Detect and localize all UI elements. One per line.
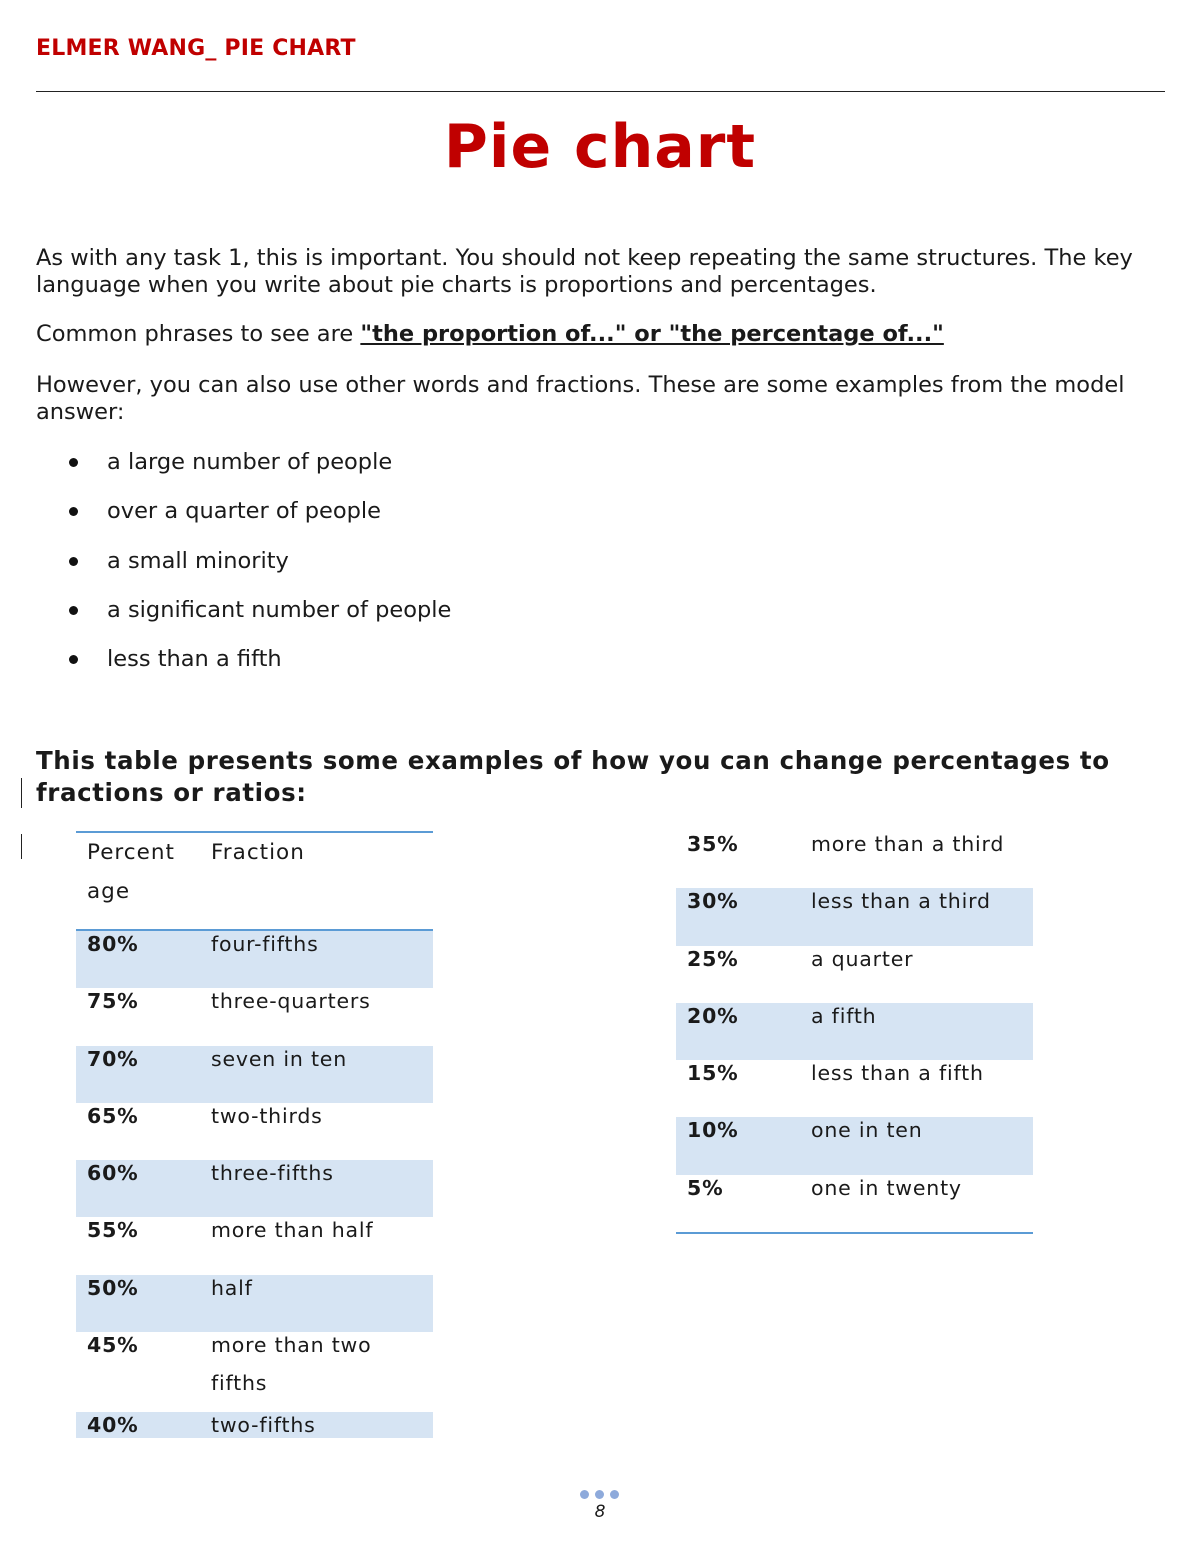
table-row [676,831,1033,888]
fraction-cell: one in ten [811,1118,923,1143]
fraction-cell: a quarter [811,946,914,971]
fraction-cell: two-fifths [211,1413,316,1438]
fraction-cell: seven in ten [211,1046,347,1071]
list-item [36,595,451,644]
list-item [36,546,451,595]
fraction-cell: more than a third [811,832,1005,856]
table-row [76,1217,433,1274]
list-item [36,644,451,693]
bullet-icon [69,557,78,566]
list-item-text: a significant number of people [107,596,452,623]
list-item-text: a large number of people [107,449,393,475]
bullet-icon [69,507,78,516]
example-phrases-list [36,447,451,693]
table-row [676,888,1033,945]
table-row [76,1046,433,1103]
other-words-paragraph: However, you can also use other words and fractions. These are some examples from the model answer: [36,372,1125,425]
fraction-cell: two-thirds [211,1103,323,1128]
header-divider [36,91,1165,92]
table-row [676,1175,1033,1232]
page-title: Pie chart [443,112,757,182]
fraction-cell: more than half [211,1218,374,1243]
fraction-cell: more than two fifths [211,1333,372,1396]
page-number: 8 [594,1502,606,1522]
table-header-row [76,833,433,929]
table-row [76,1275,433,1332]
list-item-text: less than a fifth [107,646,282,673]
text-cursor-mark [21,778,22,808]
fraction-cell: less than a third [811,889,991,914]
fraction-cell: three-fifths [211,1161,334,1186]
percentage-table-right [676,831,1033,1234]
percentage-cell: 25% [687,946,739,971]
table-row [76,931,433,988]
table-row [676,1003,1033,1060]
percentage-table-left [76,831,433,1438]
common-phrases-paragraph [36,321,1166,348]
list-item-text: a small minority [107,547,289,574]
percentage-cell: 20% [687,1003,739,1028]
common-phrases-emphasis: "the proportion of..." or "the percentage of..." [360,321,944,347]
list-item [36,496,451,545]
fraction-cell: three-quarters [211,989,371,1014]
table-row [76,1412,433,1438]
percentage-cell: 75% [87,989,139,1014]
fraction-cell: less than a fifth [811,1061,984,1086]
fraction-cell: four-fifths [211,932,319,956]
percentage-cell: 70% [87,1046,139,1071]
list-item [36,447,451,496]
percentage-cell: 15% [687,1061,739,1086]
fraction-cell: a fifth [811,1003,877,1028]
list-item-text: over a quarter of people [107,498,382,525]
table-heading: This table presents some examples of how you can change percentages to fractions or ratios: [36,746,1110,807]
bullet-icon [69,655,78,664]
fraction-cell: one in twenty [811,1175,962,1200]
percentage-cell: 40% [87,1413,139,1438]
footer-dots-icon [580,1490,619,1499]
percentage-cell: 50% [87,1275,139,1300]
fraction-cell: half [211,1275,253,1300]
percentage-cell: 55% [87,1218,139,1243]
percentage-cell: 80% [87,932,139,956]
percentage-cell: 5% [687,1175,724,1200]
percentage-cell: 65% [87,1103,139,1128]
percentage-cell: 10% [687,1118,739,1143]
intro-paragraph: As with any task 1, this is important. You should not keep repeating the same structures. The key language when you write about pie charts is proportions and percentages. [36,245,1133,298]
text-cursor-mark [21,834,22,859]
column-header-percentage: Percent age [87,840,175,904]
percentage-cell: 45% [87,1333,139,1358]
percentage-cell: 35% [687,832,739,856]
column-header-fraction: Fraction [211,840,305,865]
table-row [676,1060,1033,1117]
document-header-title: ELMER WANG_ PIE CHART [36,36,356,61]
percentage-cell: 30% [687,889,739,914]
table-row [676,1117,1033,1174]
table-bottom-rule [676,1232,1033,1234]
bullet-icon [69,606,78,615]
table-row [76,1160,433,1217]
common-phrases-lead: Common phrases to see are [36,321,361,347]
table-row [676,946,1033,1003]
percentage-cell: 60% [87,1161,139,1186]
table-row [76,1103,433,1160]
bullet-icon [69,458,78,467]
table-row [76,988,433,1045]
table-row [76,1332,433,1412]
